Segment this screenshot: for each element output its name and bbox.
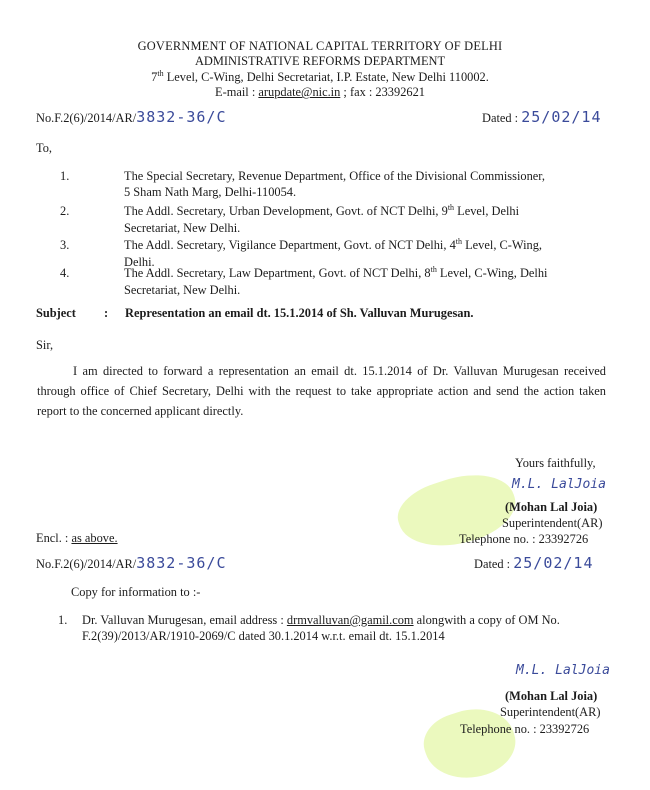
signatory-designation: Superintendent(AR) xyxy=(502,516,603,530)
dated: Dated : 25/02/14 xyxy=(482,108,602,126)
subject-label: Subject xyxy=(36,306,76,320)
list-item: The Addl. Secretary, Vigilance Department, Govt. of NCT Delhi, 4th Level, C-Wing, Delhi. xyxy=(124,237,543,269)
copy-reference-number: No.F.2(6)/2014/AR/3832-36/C xyxy=(36,554,227,572)
subject-colon: : xyxy=(104,306,109,320)
list-item: The Addl. Secretary, Law Department, Govt. of NCT Delhi, 8th Level, C-Wing, Delhi Secretariat, New Delhi. xyxy=(124,265,548,297)
signatory-telephone: Telephone no. : 23392726 xyxy=(459,532,589,546)
signature: M.L. LalJoia xyxy=(516,663,610,678)
letterhead-line1: GOVERNMENT OF NATIONAL CAPITAL TERRITORY OF DELHI xyxy=(137,39,503,53)
list-item: The Special Secretary, Revenue Department, Office of the Divisional Commissioner, 5 Sham Nath Marg, Delhi-110054. xyxy=(124,169,546,200)
recipient-number: 3. xyxy=(60,238,70,252)
applicant-email-link[interactable]: drmvalluvan@gamil.com xyxy=(286,613,414,627)
copy-item-number: 1. xyxy=(58,613,68,627)
handwritten-number: 3832-36/C xyxy=(136,108,227,126)
handwritten-number: 3832-36/C xyxy=(136,554,227,572)
signature: M.L. LalJoia xyxy=(512,477,606,492)
recipient-number: 1. xyxy=(60,169,70,183)
list-item: The Addl. Secretary, Urban Development, Govt. of NCT Delhi, 9th Level, Delhi Secretariat, New Delhi. xyxy=(124,203,520,235)
enclosure: Encl. : as above. xyxy=(36,531,118,545)
letterhead xyxy=(60,38,580,101)
handwritten-date: 25/02/14 xyxy=(513,554,594,572)
signatory-designation: Superintendent(AR) xyxy=(500,705,601,719)
signatory-name: (Mohan Lal Joia) xyxy=(505,689,598,703)
copy-intro: Copy for information to :- xyxy=(71,585,201,599)
recipient-number: 2. xyxy=(60,204,70,218)
letterhead-contact: E-mail : arupdate@nic.in ; fax : 23392621 xyxy=(215,85,425,100)
letterhead-address: 7th Level, C-Wing, Delhi Secretariat, I.P. Estate, New Delhi 110002. xyxy=(151,68,489,84)
body-paragraph: I am directed to forward a representation an email dt. 15.1.2014 of Dr. Valluvan Murugesan received through office of Chief Secretary, Delhi with the request to take appropriate action and send the action taken report to the concerned applicant directly. xyxy=(37,364,606,418)
closing: Yours faithfully, xyxy=(515,456,596,470)
recipient-number: 4. xyxy=(60,266,70,280)
letterhead-line2: ADMINISTRATIVE REFORMS DEPARTMENT xyxy=(194,54,446,69)
copy-dated: Dated : 25/02/14 xyxy=(474,554,594,572)
subject-text: Representation an email dt. 15.1.2014 of Sh. Valluvan Murugesan. xyxy=(125,306,474,320)
signatory-name: (Mohan Lal Joia) xyxy=(505,500,598,514)
copy-item: Dr. Valluvan Murugesan, email address : drmvalluvan@gamil.com alongwith a copy of OM No. F.2(39)/2013/AR/1910-2069/C dated 30.1.2014 w.r.t. email dt. 15.1.2014 xyxy=(82,613,560,644)
salutation: Sir, xyxy=(36,338,54,352)
to-label: To, xyxy=(36,141,52,155)
handwritten-date: 25/02/14 xyxy=(521,108,602,126)
reference-number: No.F.2(6)/2014/AR/3832-36/C xyxy=(36,108,227,126)
signatory-telephone: Telephone no. : 23392726 xyxy=(460,722,590,736)
email-link[interactable]: arupdate@nic.in xyxy=(258,85,341,100)
